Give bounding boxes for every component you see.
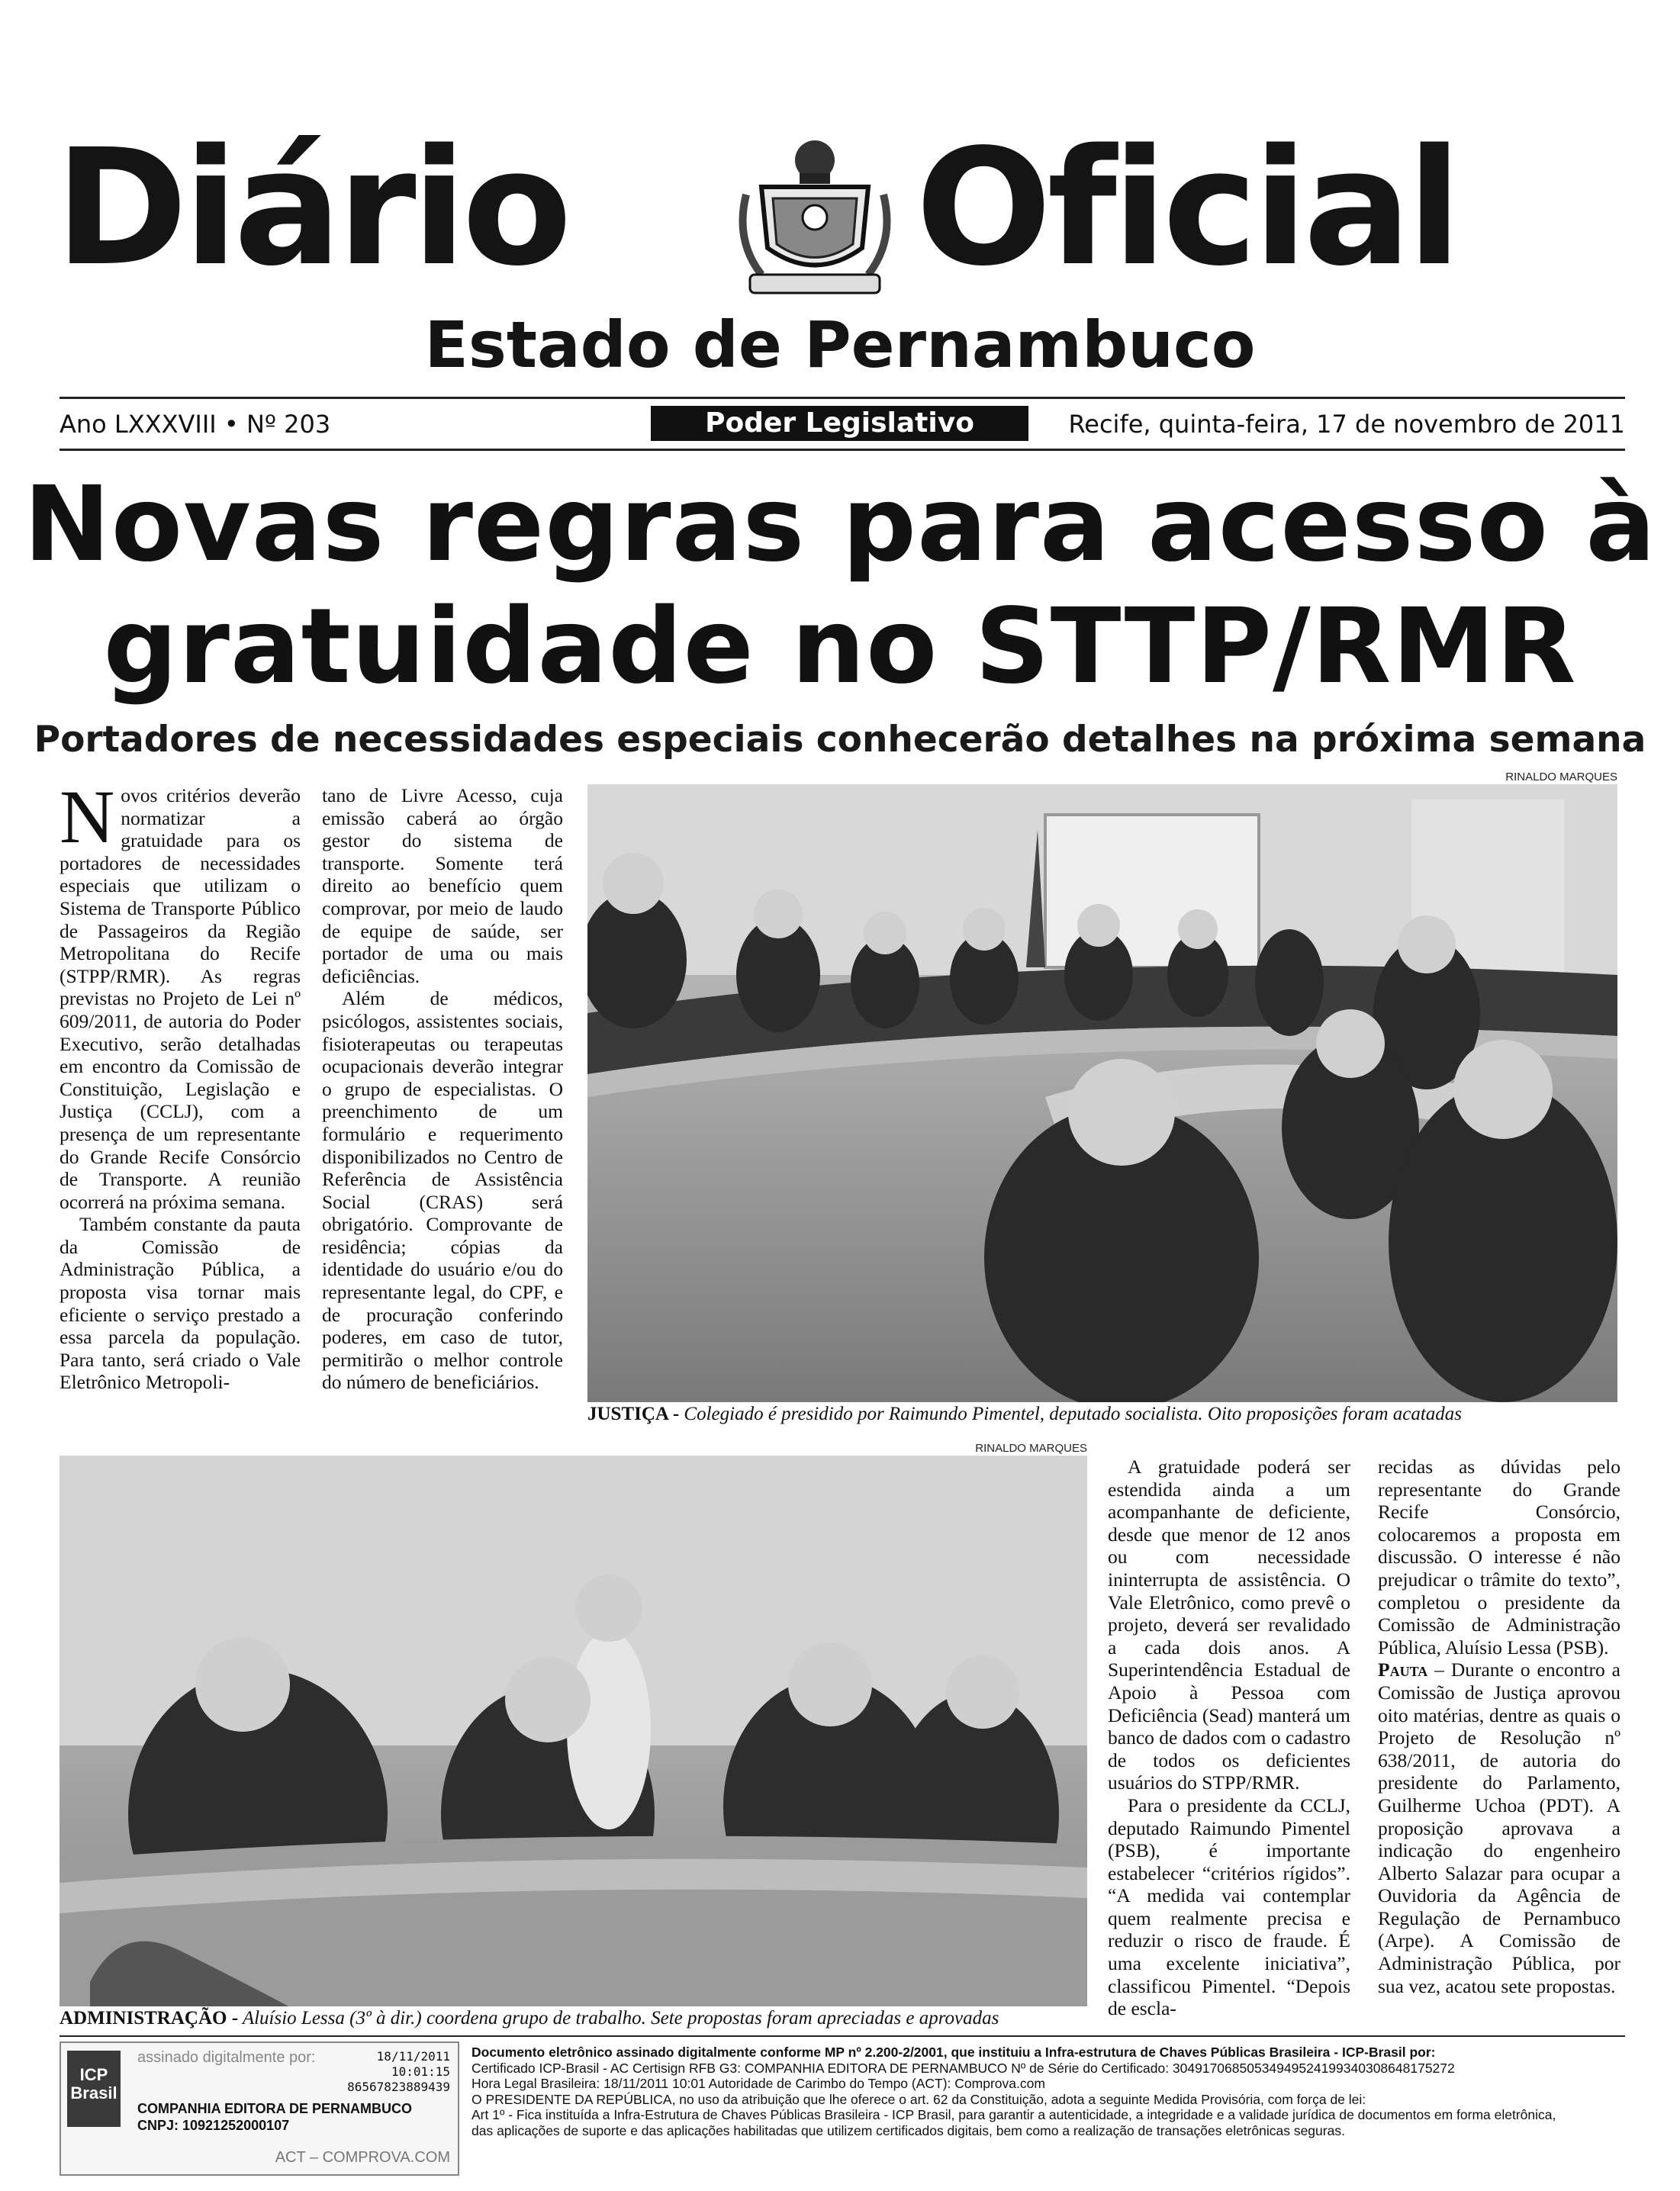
article-paragraph: Também constante da pauta da Comissão de Administração Pública, a proposta visa tornar mais eficiente o serviço prestado a essa parcela da população. Para tanto, será criado o Vale Eletrônico Metropoli- bbox=[60, 1213, 301, 1394]
administration-committee-photo bbox=[60, 1456, 1087, 2006]
caption-text: Colegiado é presidido por Raimundo Pimentel, deputado socialista. Oito proposições foram acatadas bbox=[679, 1404, 1463, 1424]
masthead-state-line: Estado de Pernambuco bbox=[424, 307, 1256, 382]
article-paragraph: tano de Livre Acesso, cuja emissão caberá ao órgão gestor do sistema de transporte. Somente terá direito ao benefício quem comprovar, por meio de laudo de equipe de saúde, ser portador de uma ou mais deficiências. bbox=[322, 784, 563, 987]
article-paragraph: Novos critérios deverão normatizar a gratuidade para os portadores de necessidades especiais que utilizam o Sistema de Transporte Público de Passageiros da Região Metropolitana do Recife (STPP/RMR). As regras previstas no Projeto de Lei nº 609/2011, de autoria do Poder Executivo, serão detalhadas em encontro da Comissão de Constituição, Legislação e Justiça (CCLJ), com a presença de um representante do Grande Recife Consórcio de Transporte. A reunião ocorrerá na próxima semana. bbox=[60, 774, 301, 1213]
footer-legal-text bbox=[471, 2045, 1624, 2138]
article-column-3 bbox=[1108, 1456, 1350, 2020]
committee-meeting-photo bbox=[587, 784, 1617, 1402]
subheadline: Portadores de necessidades especiais conhecerão detalhes na próxima semana bbox=[34, 719, 1646, 761]
signed-label: assinado digitalmente por: bbox=[137, 2049, 316, 2066]
footer-line: Art 1º - Fica instituída a Infra-Estrutura de Chaves Públicas Brasileira - ICP Brasil, para garantir a autenticidade, a integridade e a validade jurídica de documentos em forma eletrônica, bbox=[471, 2107, 1556, 2122]
stamp-time: 10:01:15 bbox=[391, 2064, 450, 2079]
section-tag: Poder Legislativo bbox=[651, 406, 1028, 441]
article-paragraph: Além de médicos, psicólogos, assistentes sociais, fisioterapeutas ou terapeutas ocupacionais deverão integrar o grupo de especialistas. O preenchimento de um formulário e requerimento disponibilizados no Centro de Referência de Assistência Social (CRAS) será obrigatório. Comprovante de residência; cópias da identidade do usuário e/ou do representante legal, do CPF, e de procuração conferindo poderes, em caso de tutor, permitirão o melhor controle do número de beneficiários. bbox=[322, 987, 563, 1394]
stamp-act: ACT – COMPROVA.COM bbox=[275, 2149, 450, 2166]
footer-line: das aplicações de suporte e das aplicações habilitadas que utilizem certificados digitais, bem como a realização de transações eletrônicas seguras. bbox=[471, 2122, 1345, 2138]
dropcap: N bbox=[60, 774, 115, 859]
article-paragraph: recidas as dúvidas pelo representante do Grande Recife Consórcio, colocaremos a proposta em discussão. O interesse é não prejudicar o trâmite do texto”, completou o presidente da Comissão de Administração Pública, Aluísio Lessa (PSB). bbox=[1378, 1456, 1620, 1659]
footer-line: Hora Legal Brasileira: 18/11/2011 10:01 Autoridade de Carimbo do Tempo (ACT): Comprova.com bbox=[471, 2076, 1045, 2091]
masthead-rule-top bbox=[60, 397, 1625, 399]
article-paragraph: Pauta – Durante o encontro a Comissão de Justiça aprovou oito matérias, dentre as quais o Projeto de Resolução nº 638/2011, de autoria do presidente do Parlamento, Guilherme Uchoa (PDT). A proposição aprovava a indicação do engenheiro Alberto Salazar para ocupar a Ouvidoria da Agência de Regulação de Pernambuco (Arpe). A Comissão de Administração Pública, por sua vez, acatou sete propostas. bbox=[1378, 1659, 1620, 1997]
dateline: Recife, quinta-feira, 17 de novembro de 2011 bbox=[1068, 410, 1625, 439]
caption-lead: JUSTIÇA - bbox=[587, 1404, 680, 1424]
icp-brasil-logo: ICP Brasil bbox=[67, 2051, 121, 2127]
masthead-title-left: Diário bbox=[55, 114, 568, 301]
photo-caption-bottom bbox=[60, 2008, 999, 2029]
headline-line-1: Novas regras para acesso à bbox=[23, 465, 1657, 585]
article-paragraph: Para o presidente da CCLJ, deputado Raimundo Pimentel (PSB), é importante estabelecer “critérios rígidos”. “A medida vai contemplar quem realmente precisa e reduzir o risco de fraude. É uma excelente iniciativa”, classificou Pimentel. “Depois de escla- bbox=[1108, 1794, 1350, 2020]
caption-text: Aluísio Lessa (3º à dir.) coordena grupo de trabalho. Sete propostas foram apreciadas e aprovadas bbox=[238, 2008, 999, 2029]
stamp-company: COMPANHIA EDITORA DE PERNAMBUCO bbox=[137, 2101, 413, 2116]
stamp-code: 86567823889439 bbox=[347, 2080, 450, 2094]
article-column-4 bbox=[1378, 1456, 1620, 1997]
coat-of-arms-icon bbox=[731, 126, 899, 301]
footer-line: Documento eletrônico assinado digitalmente conforme MP nº 2.200-2/2001, que instituiu a Infra-estrutura de Chaves Públicas Brasileira - ICP-Brasil por: bbox=[471, 2045, 1436, 2060]
masthead-title-right: Oficial bbox=[916, 114, 1458, 301]
subsection-lead: Pauta bbox=[1378, 1659, 1428, 1681]
photo-credit: RINALDO MARQUES bbox=[1505, 771, 1617, 783]
edition-number: Ano LXXXVIII • Nº 203 bbox=[60, 410, 331, 439]
footer-rule bbox=[60, 2035, 1625, 2037]
footer-line: Certificado ICP-Brasil - AC Certisign RFB G3: COMPANHIA EDITORA DE PERNAMBUCO Nº de Série do Certificado: 30491706850534949524199340308648175272 bbox=[471, 2060, 1455, 2076]
headline bbox=[0, 464, 1680, 708]
footer-line: O PRESIDENTE DA REPÚBLICA, no uso da atribuição que lhe oferece o art. 62 da Constituição, adota a seguinte Medida Provisória, com força de lei: bbox=[471, 2091, 1366, 2107]
photo-credit: RINALDO MARQUES bbox=[975, 1442, 1087, 1455]
article-column-2 bbox=[322, 784, 563, 1394]
photo-caption-top bbox=[587, 1404, 1462, 1425]
masthead-rule-bottom bbox=[60, 449, 1625, 451]
article-column-1 bbox=[60, 774, 301, 1394]
stamp-date: 18/11/2011 bbox=[376, 2049, 450, 2064]
signature-stamp bbox=[60, 2041, 459, 2176]
caption-lead: ADMINISTRAÇÃO - bbox=[60, 2008, 239, 2029]
article-paragraph: A gratuidade poderá ser estendida ainda a um acompanhante de deficiente, desde que menor de 12 anos ou com necessidade ininterrupta de assistência. O Vale Eletrônico, como prevê o projeto, deverá ser revalidado a cada dois anos. A Superintendência Estadual de Apoio à Pessoa com Deficiência (Sead) manterá um banco de dados com o cadastro de todos os deficientes usuários do STPP/RMR. bbox=[1108, 1456, 1350, 1794]
headline-line-2: gratuidade no STTP/RMR bbox=[103, 587, 1577, 707]
stamp-cnpj: CNPJ: 10921252000107 bbox=[137, 2118, 290, 2133]
